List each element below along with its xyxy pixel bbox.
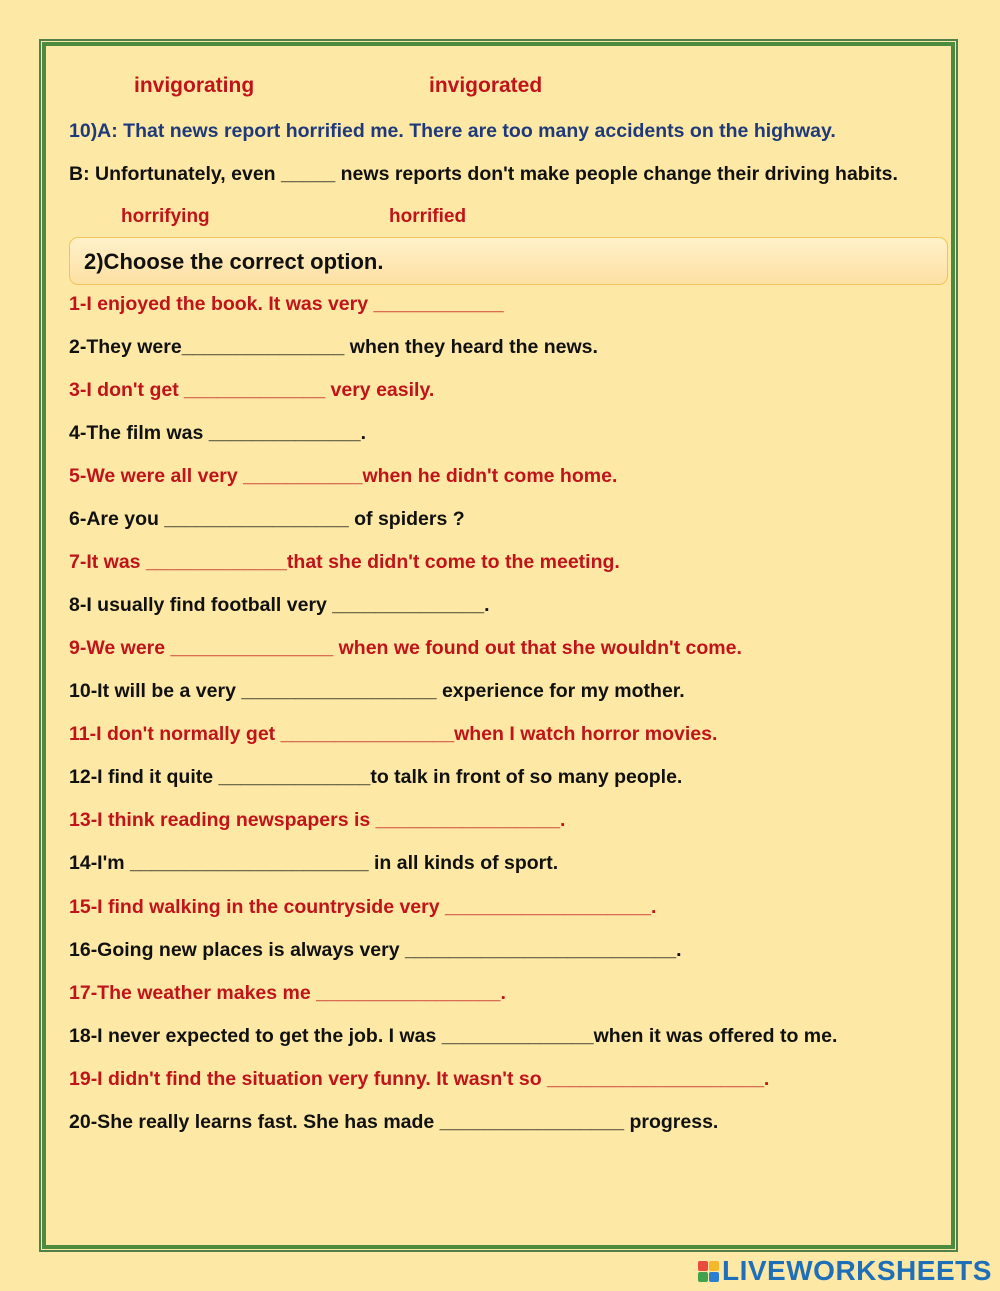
question-1: 1-I enjoyed the book. It was very ____________ [69, 293, 504, 315]
liveworksheets-logo[interactable] [698, 1256, 992, 1286]
liveworksheets-logo-text: LIVEWORKSHEETS [722, 1255, 992, 1286]
question-20: 20-She really learns fast. She has made _________________ progress. [69, 1111, 719, 1133]
question-18: 18-I never expected to get the job. I was ______________when it was offered to me. [69, 1025, 838, 1047]
option-invigorated[interactable]: invigorated [429, 74, 543, 97]
question-3: 3-I don't get _____________ very easily. [69, 379, 435, 401]
question-19: 19-I didn't find the situation very funny. It wasn't so ____________________. [69, 1068, 770, 1090]
question-4: 4-The film was ______________. [69, 422, 367, 444]
question-16: 16-Going new places is always very _________________________. [69, 939, 682, 961]
question-12: 12-I find it quite ______________to talk in front of so many people. [69, 766, 683, 788]
question-7: 7-It was _____________that she didn't come to the meeting. [69, 551, 620, 573]
dialogue-line-b: B: Unfortunately, even _____ news reports don't make people change their driving habits. [69, 163, 898, 185]
question-2: 2-They were_______________ when they heard the news. [69, 336, 598, 358]
dialogue-line-a: 10)A: That news report horrified me. There are too many accidents on the highway. [69, 120, 836, 142]
option-invigorating[interactable]: invigorating [134, 74, 255, 97]
liveworksheets-logo-icon [698, 1261, 719, 1282]
option-horrifying[interactable]: horrifying [121, 206, 210, 227]
question-15: 15-I find walking in the countryside very ___________________. [69, 896, 657, 918]
question-6: 6-Are you _________________ of spiders ? [69, 508, 465, 530]
question-13: 13-I think reading newspapers is _________________. [69, 809, 566, 831]
option-horrified[interactable]: horrified [389, 206, 467, 227]
question-10: 10-It will be a very __________________ experience for my mother. [69, 680, 685, 702]
question-14: 14-I'm ______________________ in all kinds of sport. [69, 852, 559, 874]
question-11: 11-I don't normally get ________________when I watch horror movies. [69, 723, 718, 745]
question-5: 5-We were all very ___________when he didn't come home. [69, 465, 618, 487]
instruction-heading: 2)Choose the correct option. [84, 249, 384, 274]
question-8: 8-I usually find football very ______________. [69, 594, 490, 616]
question-17: 17-The weather makes me _________________. [69, 982, 506, 1004]
question-9: 9-We were _______________ when we found out that she wouldn't come. [69, 637, 742, 659]
